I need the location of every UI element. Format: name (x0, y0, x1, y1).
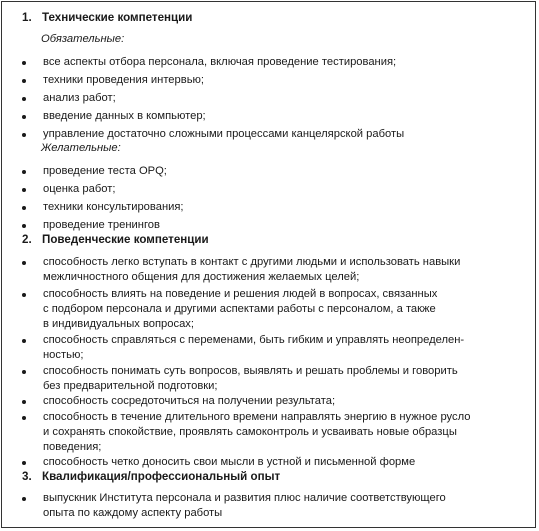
section-title: Технические компетенции (42, 11, 193, 24)
bullet-icon (22, 416, 26, 420)
bullet-icon (22, 370, 26, 374)
list-item-line: оценка работ; (43, 183, 116, 195)
list-item-line: без предварительной подготовки; (43, 380, 218, 392)
bullet-icon (22, 97, 26, 101)
section-title: Поведенческие компетенции (42, 233, 209, 246)
bullet-icon (22, 188, 26, 192)
bullet-icon (22, 400, 26, 404)
bullet-icon (22, 339, 26, 343)
list-item-line: способность справляться с переменами, быть гибким и управлять неопределен- (43, 334, 465, 346)
list-item-line: способность сосредоточиться на получении результата; (43, 395, 336, 407)
section-number: 2. (22, 233, 32, 246)
list-item-line: способность легко вступать в контакт с другими людьми и использовать навыки (43, 256, 461, 268)
bullet-icon (22, 170, 26, 174)
list-item-line: способность влиять на поведение и решения людей в вопросах, связанных (43, 288, 438, 300)
list-item-line: все аспекты отбора персонала, включая проведение тестирования; (43, 56, 397, 68)
bullet-icon (22, 115, 26, 119)
list-item-line: управление достаточно сложными процессами канцелярской работы (43, 128, 405, 140)
bullet-icon (22, 61, 26, 65)
list-item-line: способность понимать суть вопросов, выявлять и решать проблемы и говорить (43, 365, 458, 377)
list-item-line: с подбором персонала и другими аспектами работы с персоналом, а также (43, 303, 436, 315)
list-item-line: и сохранять спокойствие, проявлять самоконтроль и усваивать новые образцы (43, 426, 457, 438)
bullet-icon (22, 261, 26, 265)
section-title: Квалификация/профессиональный опыт (42, 470, 281, 483)
section-number: 3. (22, 470, 32, 483)
list-item-line: межличностного общения для достижения желаемых целей; (43, 271, 360, 283)
section-heading (22, 469, 280, 484)
bullet-icon (22, 224, 26, 228)
list-item-line: техники проведения интервью; (43, 74, 205, 86)
bullet-icon (22, 497, 26, 501)
bullet-icon (22, 293, 26, 297)
list-item-line: введение данных в компьютер; (43, 110, 206, 122)
list-item-line: способность четко доносить свои мысли в устной и письменной форме (43, 456, 416, 468)
list-item-line: поведения; (43, 441, 102, 453)
list-item-line: выпускник Института персонала и развития плюс наличие соответствующего (43, 492, 446, 504)
list-item-line: ностью; (43, 349, 84, 361)
group-subtitle: Желательные: (41, 142, 121, 154)
list-item-line: техники консультирования; (43, 201, 184, 213)
section-heading (22, 10, 192, 25)
list-item-line: проведение теста OPQ; (43, 165, 167, 177)
list-item-line: способность в течение длительного времени направлять энергию в нужное русло (43, 411, 471, 423)
list-item-line: проведение тренингов (43, 219, 160, 231)
section-heading (22, 232, 209, 247)
bullet-icon (22, 79, 26, 83)
list-item-line: в индивидуальных вопросах; (43, 318, 195, 330)
bullet-icon (22, 461, 26, 465)
bullet-icon (22, 133, 26, 137)
group-subtitle: Обязательные: (41, 33, 125, 45)
list-item-line: анализ работ; (43, 92, 116, 104)
section-number: 1. (22, 11, 32, 24)
bullet-icon (22, 206, 26, 210)
list-item-line: опыта по каждому аспекту работы (43, 507, 223, 519)
